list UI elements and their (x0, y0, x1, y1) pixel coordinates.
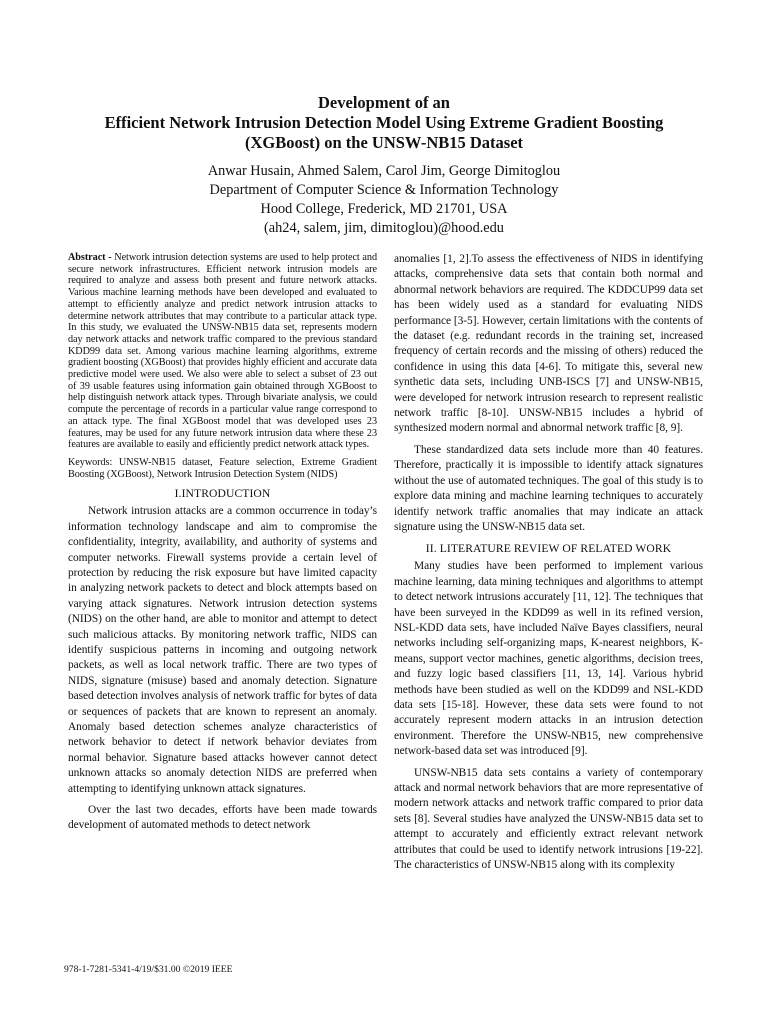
introduction-heading: I.INTRODUCTION (174, 487, 271, 501)
author-department: Department of Computer Science & Information Technology (209, 182, 559, 198)
literature-review-heading: II. LITERATURE REVIEW OF RELATED WORK (425, 542, 672, 556)
abstract-text: Network intrusion detection systems are used to help protect and secure network infrastructures. Efficient network intrusion models are required to analyze and assess both present and future network attacks. Various machine learning methods have been developed and evaluated to attempt to efficiently analyze and predict network intrusion attacks to determine network attributes that may contribute to a particular attack type. In this study, we evaluated the UNSW-NB15 data set, represents modern day network attacks and network traffic compared to the previous standard KDD99 data set. Among various machine learning algorithms, extreme gradient boosting (XGBoost) that provides highly efficient and accurate data predictive model were used. We also were able to select a subset of 23 out of 39 usable features using information gain obtained through XGBoost to help distinguish network attack types. Through bivariate analysis, we could compute the percentage of records in a particular value range correspond to an attack type. The final XGBoost model that was developed uses 23 features, may be used for any future network intrusion data where these 23 features are available to easily and efficiently predict network attack types. (68, 252, 377, 451)
title-line-1: Development of an (318, 93, 450, 112)
left-column (68, 252, 377, 840)
title-line-2: Efficient Network Intrusion Detection Model Using Extreme Gradient Boosting (104, 113, 664, 132)
abstract-paragraph (68, 252, 377, 451)
abstract-label: Abstract - (68, 252, 115, 263)
keywords-paragraph: Keywords: UNSW-NB15 dataset, Feature selection, Extreme Gradient Boosting (XGBoost), Network Intrusion Detection System (NIDS) (68, 456, 377, 480)
intro-paragraph-2: Over the last two decades, efforts have been made towards development of automated methods to detect network (68, 804, 377, 832)
literature-paragraph-1: Many studies have been performed to implement various machine learning, data mining techniques and algorithms to attempt to detect network intrusions accurately [11, 12]. The techniques that have been surveyed in the KDD99 as well in its refined version, NSL-KDD data sets, have included Naïve Bayes classifiers, neural networks including self-organizing maps, K-nearest neighbors, K-means, support vector machines, genetic algorithms, decision trees, and fuzzy logic based classifiers [11, 13, 14]. Various hybrid methods have been studied as well on the KDD99 and NSL-KDD data sets [15-18]. However, these data sets were found to not accurately represent modern attacks in an intrusion detection environment. Therefore the UNSW-NB15, new comprehensive network-based data set was introduced [9]. (394, 560, 703, 758)
intro-paragraph-1: Network intrusion attacks are a common occurrence in today’s information technology landscape and aim to compromise the confidentiality, integrity, availability, and authority of systems and computer networks. Firewall systems provide a certain level of protection by reducing the risk exposure but have limited capacity in analyzing network packets to detect and block attempts based on varying attack signatures. Network intrusion detection systems (NIDS) on the other hand, are able to monitor and attempt to detect such malicious attacks. By monitoring network traffic, NIDS can identify suspicious patterns in incoming and outgoing network packets, as well as local network traffic. There are two types of NIDS, signature (misuse) based and anomaly detection. Signature based detection involves analysis of network traffic for bytes of data or sequences of packets that are known to represent an anomaly. Anomaly based detection schemes analyze characteristics of network behavior to detect if network behavior deviates from normal behavior. Signature based attacks however cannot detect unknown attacks so anomaly detection NIDS are preferred when attempting to identifying unknown attack signatures. (68, 505, 377, 795)
paper-title (40, 93, 728, 153)
right-column (394, 252, 703, 879)
author-block (40, 162, 728, 238)
footer-copyright: 978-1-7281-5341-4/19/$31.00 ©2019 IEEE (64, 964, 233, 975)
author-institution: Hood College, Frederick, MD 21701, USA (260, 201, 508, 217)
author-emails: (ah24, salem, jim, dimitoglou)@hood.edu (264, 220, 504, 236)
title-line-3: (XGBoost) on the UNSW-NB15 Dataset (244, 133, 524, 152)
literature-paragraph-2: UNSW-NB15 data sets contains a variety of contemporary attack and normal network behaviors that are more representative of modern network attacks and network traffic compared to prior data sets [8]. Several studies have analyzed the UNSW-NB15 data set to attempt to accurately and efficiently extract relevant network attributes that could be used to identify network intrusions [19-22]. The characteristics of UNSW-NB15 along with its complexity (394, 766, 703, 872)
right-paragraph-1: anomalies [1, 2].To assess the effectiveness of NIDS in identifying attacks, comprehensive data sets that contain both normal and abnormal network behaviors are required. The KDDCUP99 data set has been widely used as a standard for evaluating NIDS performance [3-5]. However, certain limitations with the contents of the dataset (e.g. redundant records in the training set, increased frequency of certain records and the missing of others) reduced the confidence in using this data [4-6]. To mitigate this, several new synthetic data sets, including UNB-ISCS [7] and UNSW-NB15, were developed for network intrusion research to represent realistic network traffic [8-10]. UNSW-NB15 includes a hybrid of synthesized modern normal and abnormal network traffic [8, 9]. (394, 253, 703, 435)
author-names: Anwar Husain, Ahmed Salem, Carol Jim, George Dimitoglou (207, 163, 561, 179)
right-paragraph-2: These standardized data sets include more than 40 features. Therefore, practically it is impossible to identify attack signatures without the use of automated techniques. The goal of this study is to explore data mining and machine learning techniques to accurately identify network traffic anomalies that may indicate an attack signature using the UNSW-NB15 data set. (394, 443, 703, 533)
